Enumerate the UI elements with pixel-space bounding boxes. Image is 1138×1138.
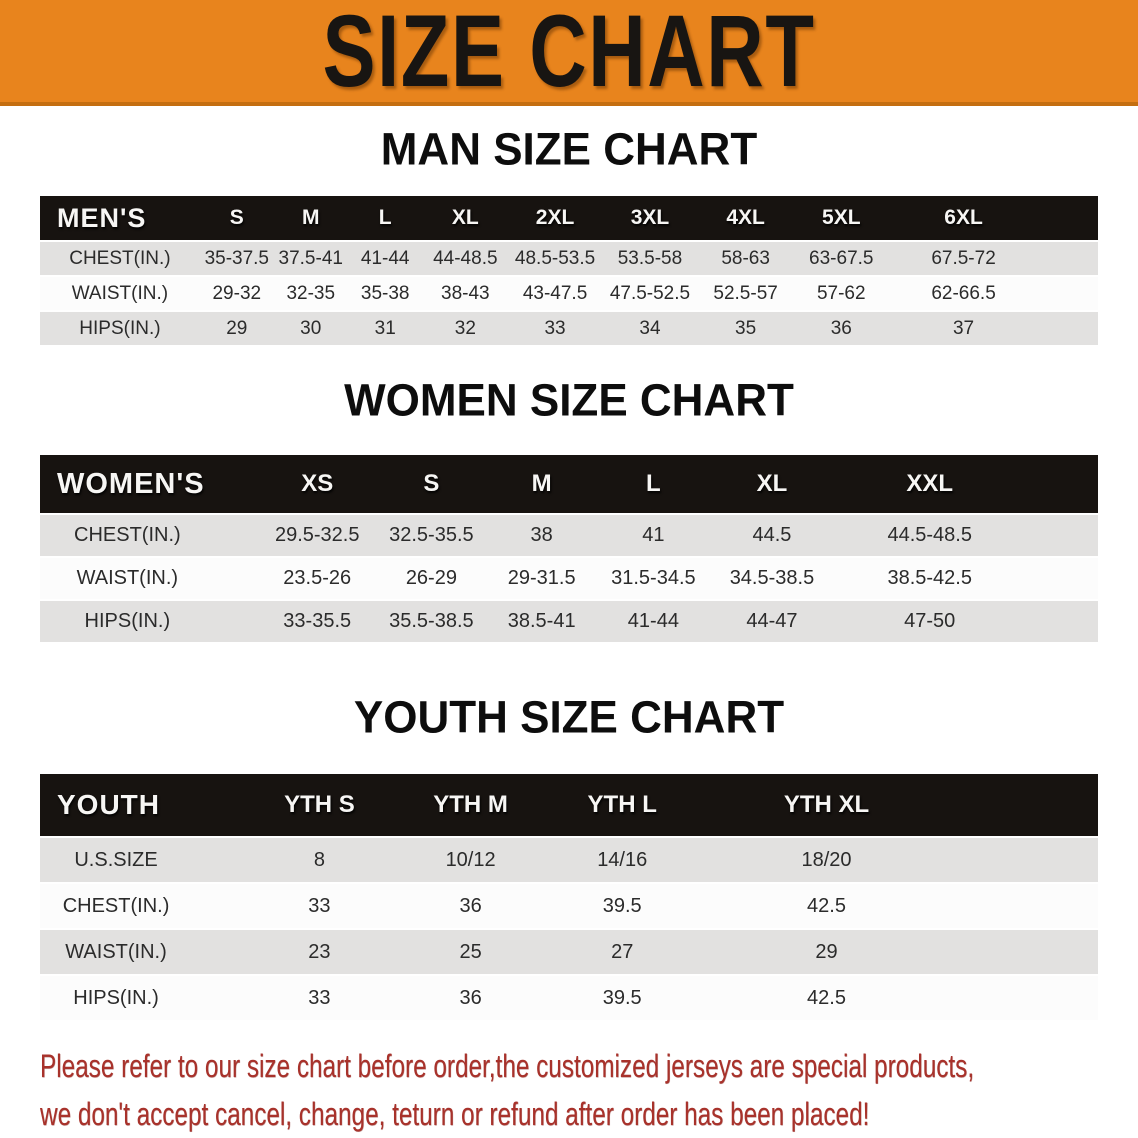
womens-size-table bbox=[40, 453, 1098, 644]
youth-section-heading-text: YOUTH SIZE CHART bbox=[353, 692, 785, 743]
measurement-value: 52.5-57 bbox=[698, 277, 794, 310]
measurement-value: 58-63 bbox=[698, 242, 794, 275]
measurement-label: WAIST(IN.) bbox=[40, 558, 259, 599]
measurement-value: 42.5 bbox=[698, 976, 1098, 1020]
measurement-value: 62-66.5 bbox=[889, 277, 1098, 310]
measurement-value: 36 bbox=[793, 312, 889, 345]
measurement-value: 14/16 bbox=[546, 838, 698, 882]
measurement-row bbox=[40, 277, 1098, 310]
size-table-title: YOUTH bbox=[40, 774, 244, 836]
measurement-value: 23 bbox=[244, 930, 395, 974]
size-column-header: 5XL bbox=[793, 196, 889, 240]
women-section-heading bbox=[0, 377, 1138, 425]
measurement-value: 43-47.5 bbox=[508, 277, 602, 310]
size-table-header-row bbox=[40, 455, 1098, 513]
measurement-value: 33-35.5 bbox=[259, 601, 376, 642]
measurement-value: 44.5-48.5 bbox=[833, 515, 1098, 556]
measurement-row bbox=[40, 558, 1098, 599]
measurement-label: CHEST(IN.) bbox=[40, 242, 200, 275]
size-column-header: XL bbox=[710, 455, 833, 513]
size-column-header: XS bbox=[259, 455, 376, 513]
measurement-label: U.S.SIZE bbox=[40, 838, 244, 882]
size-column-header: 4XL bbox=[698, 196, 794, 240]
measurement-value: 25 bbox=[395, 930, 547, 974]
measurement-value: 38.5-41 bbox=[487, 601, 596, 642]
footer-line-2: we don't accept cancel, change, teturn or refund after order has been placed! bbox=[40, 1096, 870, 1132]
measurement-row bbox=[40, 242, 1098, 275]
women-section-heading-text: WOMEN SIZE CHART bbox=[344, 375, 794, 426]
measurement-row bbox=[40, 515, 1098, 556]
women-section bbox=[0, 377, 1138, 644]
measurement-label: WAIST(IN.) bbox=[40, 930, 244, 974]
measurement-value: 33 bbox=[508, 312, 602, 345]
measurement-value: 29 bbox=[698, 930, 1098, 974]
size-column-header: M bbox=[274, 196, 348, 240]
size-column-header: M bbox=[487, 455, 596, 513]
footer-line-1: Please refer to our size chart before order,the customized jerseys are special products, bbox=[40, 1048, 975, 1084]
measurement-label: HIPS(IN.) bbox=[40, 976, 244, 1020]
measurement-value: 27 bbox=[546, 930, 698, 974]
measurement-row bbox=[40, 884, 1098, 928]
measurement-value: 8 bbox=[244, 838, 395, 882]
size-column-header: 2XL bbox=[508, 196, 602, 240]
measurement-value: 39.5 bbox=[546, 884, 698, 928]
measurement-value: 35 bbox=[698, 312, 794, 345]
measurement-value: 35-38 bbox=[348, 277, 423, 310]
youth-size-table bbox=[40, 772, 1098, 1022]
measurement-value: 34.5-38.5 bbox=[710, 558, 833, 599]
footer-note bbox=[40, 1042, 1127, 1138]
size-table-header-row bbox=[40, 774, 1098, 836]
measurement-label: HIPS(IN.) bbox=[40, 601, 259, 642]
measurement-value: 63-67.5 bbox=[793, 242, 889, 275]
measurement-label: CHEST(IN.) bbox=[40, 884, 244, 928]
measurement-value: 29.5-32.5 bbox=[259, 515, 376, 556]
measurement-label: WAIST(IN.) bbox=[40, 277, 200, 310]
measurement-value: 36 bbox=[395, 884, 547, 928]
size-table-title: WOMEN'S bbox=[40, 455, 259, 513]
size-column-header: YTH M bbox=[395, 774, 547, 836]
size-table-header-row bbox=[40, 196, 1098, 240]
size-column-header: S bbox=[200, 196, 274, 240]
measurement-value: 32-35 bbox=[274, 277, 348, 310]
measurement-value: 35.5-38.5 bbox=[376, 601, 487, 642]
measurement-value: 44.5 bbox=[710, 515, 833, 556]
size-column-header: XL bbox=[423, 196, 508, 240]
measurement-value: 37 bbox=[889, 312, 1098, 345]
measurement-value: 48.5-53.5 bbox=[508, 242, 602, 275]
measurement-value: 47-50 bbox=[833, 601, 1098, 642]
measurement-value: 33 bbox=[244, 884, 395, 928]
measurement-value: 41-44 bbox=[596, 601, 710, 642]
youth-section-heading bbox=[0, 694, 1138, 742]
measurement-value: 18/20 bbox=[698, 838, 1098, 882]
size-column-header: YTH S bbox=[244, 774, 395, 836]
measurement-value: 37.5-41 bbox=[274, 242, 348, 275]
measurement-value: 29-31.5 bbox=[487, 558, 596, 599]
measurement-row bbox=[40, 838, 1098, 882]
size-column-header: L bbox=[348, 196, 423, 240]
men-section bbox=[0, 126, 1138, 347]
measurement-value: 29 bbox=[200, 312, 274, 345]
banner-title: SIZE CHART bbox=[322, 0, 816, 106]
measurement-value: 38-43 bbox=[423, 277, 508, 310]
measurement-value: 42.5 bbox=[698, 884, 1098, 928]
measurement-label: CHEST(IN.) bbox=[40, 515, 259, 556]
measurement-label: HIPS(IN.) bbox=[40, 312, 200, 345]
measurement-value: 10/12 bbox=[395, 838, 547, 882]
measurement-value: 23.5-26 bbox=[259, 558, 376, 599]
size-column-header: XXL bbox=[833, 455, 1098, 513]
measurement-value: 44-47 bbox=[710, 601, 833, 642]
measurement-value: 41 bbox=[596, 515, 710, 556]
size-column-header: 6XL bbox=[889, 196, 1098, 240]
measurement-value: 26-29 bbox=[376, 558, 487, 599]
measurement-value: 39.5 bbox=[546, 976, 698, 1020]
measurement-value: 35-37.5 bbox=[200, 242, 274, 275]
measurement-value: 31.5-34.5 bbox=[596, 558, 710, 599]
size-column-header: YTH L bbox=[546, 774, 698, 836]
measurement-row bbox=[40, 930, 1098, 974]
size-column-header: L bbox=[596, 455, 710, 513]
measurement-value: 32.5-35.5 bbox=[376, 515, 487, 556]
men-section-heading bbox=[0, 126, 1138, 174]
measurement-row bbox=[40, 976, 1098, 1020]
measurement-value: 34 bbox=[602, 312, 698, 345]
mens-size-table bbox=[40, 194, 1098, 347]
measurement-value: 41-44 bbox=[348, 242, 423, 275]
measurement-value: 67.5-72 bbox=[889, 242, 1098, 275]
youth-section bbox=[0, 694, 1138, 1022]
banner bbox=[0, 0, 1138, 106]
measurement-value: 36 bbox=[395, 976, 547, 1020]
measurement-value: 29-32 bbox=[200, 277, 274, 310]
measurement-value: 47.5-52.5 bbox=[602, 277, 698, 310]
measurement-value: 44-48.5 bbox=[423, 242, 508, 275]
measurement-row bbox=[40, 312, 1098, 345]
men-section-heading-text: MAN SIZE CHART bbox=[380, 124, 758, 175]
measurement-value: 33 bbox=[244, 976, 395, 1020]
measurement-value: 30 bbox=[274, 312, 348, 345]
size-column-header: S bbox=[376, 455, 487, 513]
measurement-value: 57-62 bbox=[793, 277, 889, 310]
measurement-value: 31 bbox=[348, 312, 423, 345]
measurement-value: 38 bbox=[487, 515, 596, 556]
size-table-title: MEN'S bbox=[40, 196, 200, 240]
measurement-value: 38.5-42.5 bbox=[833, 558, 1098, 599]
measurement-value: 32 bbox=[423, 312, 508, 345]
measurement-value: 53.5-58 bbox=[602, 242, 698, 275]
measurement-row bbox=[40, 601, 1098, 642]
size-column-header: YTH XL bbox=[698, 774, 1098, 836]
size-column-header: 3XL bbox=[602, 196, 698, 240]
